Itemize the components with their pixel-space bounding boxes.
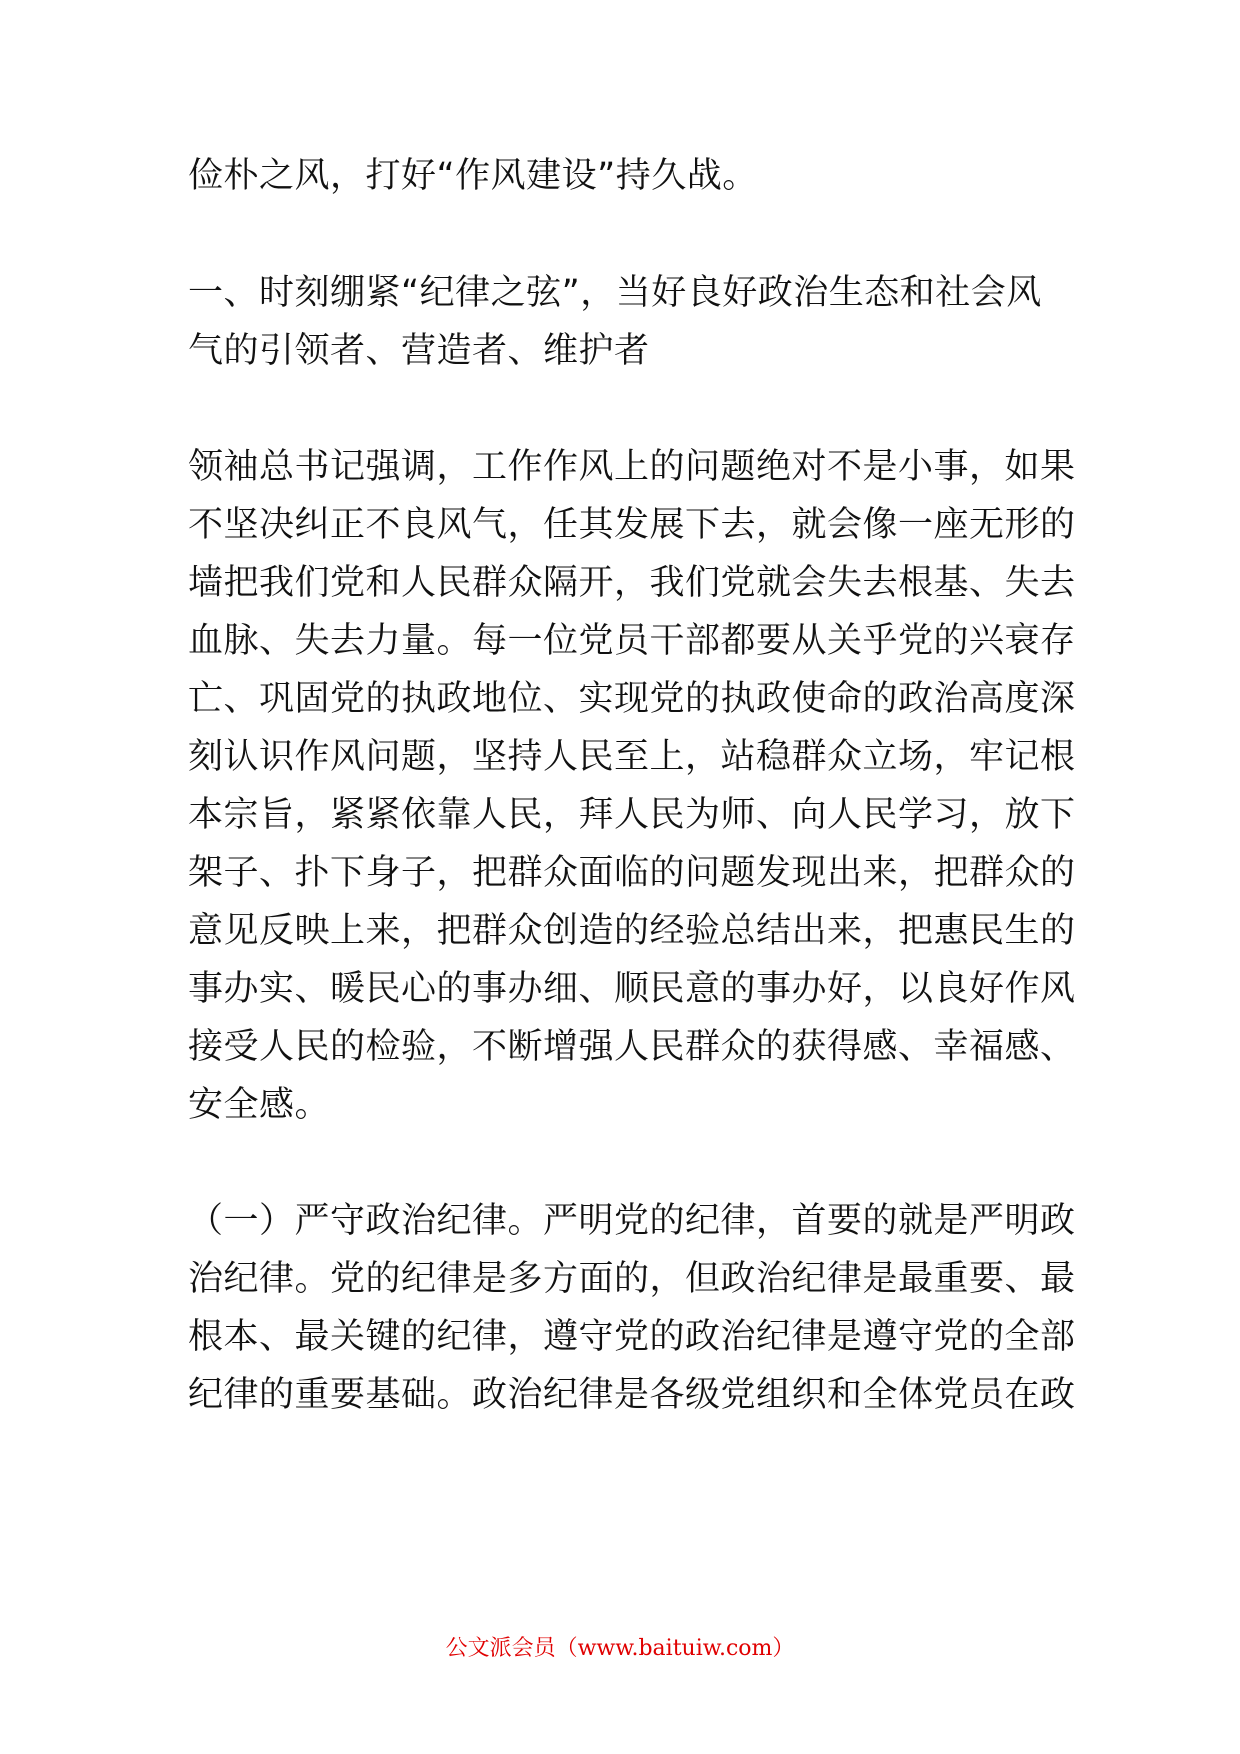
paragraph2-line-2: 治纪律。党的纪律是多方面的，但政治纪律是最重要、最 (188, 1259, 1076, 1299)
paragraph1-line-10: 事办实、暖民心的事办细、顺民意的事办好，以良好作风 (188, 969, 1076, 1009)
paragraph1-line-11: 接受人民的检验，不断增强人民群众的获得感、幸福感、 (188, 1027, 1076, 1067)
paragraph1-line-8: 架子、扑下身子，把群众面临的问题发现出来，把群众的 (188, 853, 1076, 893)
paragraph1-line-9: 意见反映上来，把群众创造的经验总结出来，把惠民生的 (188, 911, 1076, 951)
paragraph1-line-12: 安全感。 (188, 1085, 331, 1125)
paragraph1-line-5: 亡、巩固党的执政地位、实现党的执政使命的政治高度深 (188, 679, 1076, 719)
heading-line-2: 气的引领者、营造者、维护者 (188, 331, 650, 371)
heading-line-1: 一、时刻绷紧“纪律之弦”，当好良好政治生态和社会风 (188, 273, 1042, 313)
paragraph1-line-3: 墙把我们党和人民群众隔开，我们党就会失去根基、失去 (188, 563, 1076, 603)
intro-line: 俭朴之风，打好“作风建设”持久战。 (188, 156, 758, 196)
paragraph2-line-4: 纪律的重要基础。政治纪律是各级党组织和全体党员在政 (188, 1375, 1076, 1415)
paragraph1-line-4: 血脉、失去力量。每一位党员干部都要从关乎党的兴衰存 (188, 621, 1076, 661)
paragraph1-line-6: 刻认识作风问题，坚持人民至上，站稳群众立场，牢记根 (188, 737, 1076, 777)
footer-watermark: 公文派会员（www.baituiw.com） (445, 1636, 795, 1661)
paragraph1-line-2: 不坚决纠正不良风气，任其发展下去，就会像一座无形的 (188, 505, 1076, 545)
paragraph2-line-1: （一）严守政治纪律。严明党的纪律，首要的就是严明政 (188, 1201, 1076, 1241)
paragraph2-line-3: 根本、最关键的纪律，遵守党的政治纪律是遵守党的全部 (188, 1317, 1076, 1357)
paragraph1-line-1: 领袖总书记强调，工作作风上的问题绝对不是小事，如果 (188, 447, 1076, 487)
paragraph1-line-7: 本宗旨，紧紧依靠人民，拜人民为师、向人民学习，放下 (188, 795, 1076, 835)
